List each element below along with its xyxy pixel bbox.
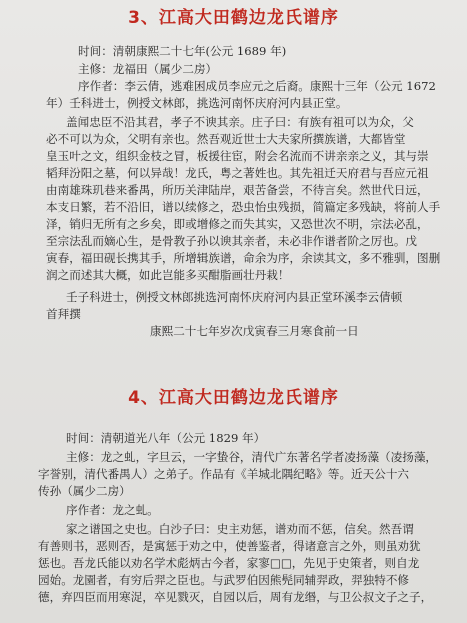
s3-author-line-1: 序作者：李云倩，逃难困成员李应元之后裔。康熙十三年（公元 1672	[78, 79, 436, 93]
s3-body-line: 由南雄珠玑巷来番禺，所历关津陆岸，艰苦备尝，不待言矣。然世代日远，	[46, 183, 429, 197]
s3-body-line: 润之而述其大概，如此岂能多买酣脂画壮丹栽！	[46, 268, 290, 282]
s4-time: 时间：清朝道光八年（公元 1829 年）	[66, 431, 266, 445]
s3-signature-line-1: 壬子科进士，例授文林郎挑选河南怀庆府河内县正堂环溪李云倩顿	[66, 290, 403, 304]
s3-body-line: 泽，销归无所有之乡矣，即或增修之而失其实，又恐世次不明，宗法必乱，	[46, 217, 429, 231]
s3-body-line: 至宗法乱而嫡心生，是骨教子孙以谀其亲者，未必非作谱者阶之厉也。戊	[46, 234, 418, 248]
s3-signature-line-2: 首拜撰	[46, 307, 81, 321]
s3-body-line: 皇玉叶之文，组织金枝之冒，板援往宦，附会名流而不讲亲亲之义，其与崇	[46, 149, 429, 163]
s4-host-line-3: 传孙（属少二房）	[38, 484, 131, 498]
s4-body-line: 园始。龙園者，有穷后羿之臣也。与武罗伯因熊髡同辅羿政，羿独特不修	[38, 573, 410, 587]
section-3-title: 3、江高大田鹤边龙氏谱序	[128, 8, 339, 28]
s3-body-line: 必不可以为众，父明有亲也。然吾观近世士大夫家所撰族谱，大都皆堂	[46, 132, 406, 146]
s3-time: 时间：清朝康熙二十七年(公元 1689 年)	[78, 44, 287, 58]
s3-body-line: 盖闻忠臣不沿其君，孝子不谀其亲。庄子曰：有族有祖可以为众，父	[66, 115, 414, 129]
s4-host-line-2: 字誉别，清代番禺人）之弟子。作品有《羊城北隅纪略》等。近天公十六	[38, 467, 410, 481]
s4-body-line: 有善则书，恶则否，是寓惩于劝之中，使善鉴者，得诸意言之外，则虽劝犹	[38, 539, 421, 553]
s4-host-line-1: 主修：龙之虬，字旦云，一字蛰谷，清代广东著名学者凌扬藻（凌扬藻，	[66, 450, 438, 464]
s3-body-line: 本支日繁，若不沿旧，谱以续修之，恐虫怡虫残损，简篇定多残缺，将前人手	[46, 200, 441, 214]
s4-body-line: 惩也。吾龙氏能以劝名学术彪炳古今者，家寥□□，先见于史策者，则自龙	[38, 556, 420, 570]
s3-date: 康熙二十七年岁次戊寅春三月寒食前一日	[150, 324, 359, 338]
s4-body-line: 家之谱国之史也。白沙子曰：史主劝惩，谱劝而不惩，信矣。然吾谓	[66, 522, 414, 536]
s3-body-line: 寅春，福田砚长携其手，所增辑族谱，命余为序，余读其文，多不雅驯，图删	[46, 251, 441, 265]
s3-body-line: 韬拜汾阳之墓，何以异哉！龙氏，粤之著姓也。其先祖迁天府君与吾应元祖	[46, 166, 429, 180]
s4-author: 序作者：龙之虬。	[66, 503, 159, 517]
section-4-title: 4、江高大田鹤边龙氏谱序	[128, 388, 339, 408]
s3-author-line-2: 年）壬科进士，例授文林郎，挑选河南怀庆府河内县正堂。	[46, 96, 348, 110]
s4-body-line: 德，弃四臣而用寒浞，卒见戮灭，自园以后，周有龙缗，与卫公叔文子之子，	[38, 590, 433, 604]
s3-host: 主修：龙福田（属少二房）	[78, 62, 218, 76]
